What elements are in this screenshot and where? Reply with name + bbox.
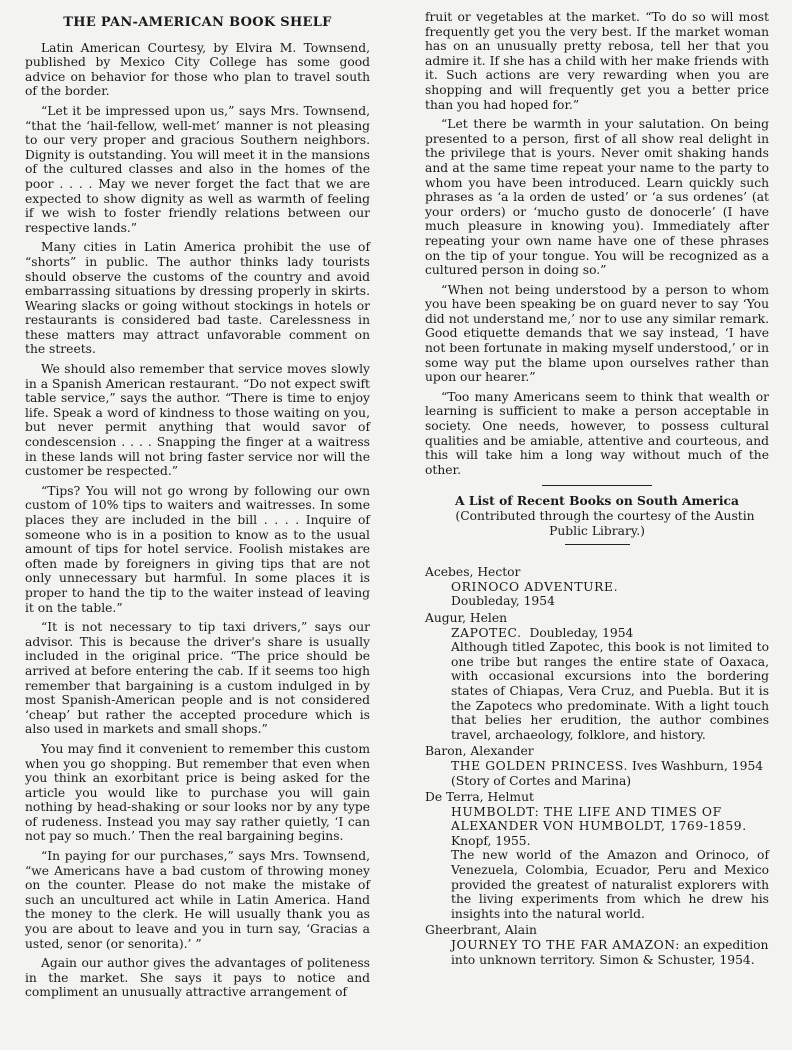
book-title: ORINOCO ADVENTURE. (451, 579, 619, 594)
paragraph: Latin American Courtesy, by Elvira M. Townsend, published by Mexico City College has some good advice on behavior for those who plan to travel south of the border. (25, 40, 370, 99)
book-title: ZAPOTEC. (451, 625, 522, 640)
list-divider (565, 544, 630, 545)
section-divider (542, 485, 652, 486)
paragraph: “Let there be warmth in your salutation. On being presented to a person, first of all show real delight in the privilege that is yours. Never omit shaking hands and at the same time repeat your name to the party to whom you have been introduced. Learn quickly such phrases as ‘a la orden de usted’ or ‘a sus ordenes’ (at your orders) or ‘mucho gusto de donocerle’ (I have much pleasure in knowing you). Immediately after repeating your own name have one of these phrases on the tip of your tongue. You will be recognized as a cultured person in doing so.” (425, 117, 769, 278)
book-entry (425, 611, 769, 742)
book-description: Although titled Zapotec, this book is not limited to one tribe but ranges the entire state of Oaxaca, with occasional excursions into the bordering states of Chiapas, Vera Cruz, and Puebla. But it is the Zapotecs who predominate. With a light touch that belies her erudition, the author combines travel, archaeology, folklore, and history. (451, 640, 769, 742)
book-publisher: Knopf, 1955. (451, 833, 531, 848)
paragraph: Again our author gives the advantages of politeness in the market. She says it pays to notice and compliment an unusually attractive arrangement of (25, 956, 370, 1000)
book-author: Gheerbrant, Alain (425, 923, 537, 938)
book-entry (425, 565, 769, 609)
book-title: JOURNEY TO THE FAR AMAZON: (451, 938, 680, 953)
paragraph: “In paying for our purchases,” says Mrs. Townsend, “we Americans have a bad custom of throwing money on the counter. Please do not make the mistake of such an uncultured act while in Latin America. Hand the money to the clerk. He will usually thank you as you are about to leave and you in turn say, ‘Gracias a usted, senor (or senorita).’ ” (25, 849, 370, 951)
book-title: HUMBOLDT: THE LIFE AND TIMES OF ALEXANDER VON HUMBOLDT, 1769-1859. (451, 804, 747, 834)
paragraph: “When not being understood by a person to whom you have been speaking be on guard never to say ‘You did not understand me,’ nor to use any similar remark. Good etiquette demands that we say instead, ‘I have not been fortunate in making myself understood,’ or in some way put the blame upon ourselves rather than upon our hearer.” (425, 282, 769, 385)
book-list-heading: A List of Recent Books on South America (455, 493, 739, 509)
book-publisher: Doubleday, 1954 (529, 625, 634, 640)
book-author: Baron, Alexander (425, 744, 534, 759)
paragraph: Many cities in Latin America prohibit the use of “shorts” in public. The author thinks lady tourists should observe the customs of the country and avoid embarrassing situations by dressing properly in skirts. Wearing slacks or going without stockings in hotels or restaurants is considered bad taste. Carelessness in these matters may attract unfavorable comment on the streets. (25, 240, 370, 357)
book-entry (425, 790, 769, 921)
book-author: Acebes, Hector (425, 565, 521, 580)
book-description: (Story of Cortes and Marina) (451, 773, 632, 788)
paragraph: “Let it be impressed upon us,” says Mrs. Townsend, “that the ‘hail-fellow, well-met’ manner is not pleasing to our very proper and gracious Southern neighbors. Dignity is outstanding. You will meet it in the mansions of the cultured classes and also in the homes of the poor . . . . May we never forget the fact that we are expected to show dignity as well as warmth of feeling if we wish to foster friendly relations between our respective lands.” (25, 103, 370, 235)
book-publisher: Ives Washburn, 1954 (631, 758, 764, 773)
paragraph: “Too many Americans seem to think that wealth or learning is sufficient to make a person acceptable in society. One needs, however, to possess cultural qualities and be amiable, attentive and courteous, and this will take him a long way without much of the other. (425, 389, 769, 477)
paragraph: You may find it convenient to remember this custom when you go shopping. But remember that even when you think an exorbitant price is being asked for the article you would like to purchase you will gain nothing by head-shaking or sour looks nor by any type of rudeness. Instead you may say rather quietly, ‘I can not pay so much.’ Then the real bargaining begins. (25, 741, 370, 844)
right-column (425, 10, 769, 969)
paragraph: We should also remember that service moves slowly in a Spanish American restaurant. “Do not expect swift table service,” says the author. “There is time to enjoy life. Speak a word of kindness to those waiting on you, but never permit anything that would savor of condescension . . . . Snapping the finger at a waitress in these lands will not bring faster service nor will the customer be respected.” (25, 362, 370, 479)
book-title: THE GOLDEN PRINCESS. (451, 758, 629, 773)
book-description: The new world of the Amazon and Orinoco, of Venezuela, Colombia, Ecuador, Peru and Mexico provided the greatest of naturalist explorers with the living experiments from which he drew his insights into the natural world. (451, 848, 769, 921)
page-title: THE PAN-AMERICAN BOOK SHELF (63, 15, 332, 30)
left-column (25, 10, 370, 1005)
book-list-subheading: (Contributed through the courtesy of the Austin Public Library.) (455, 509, 755, 538)
book-publisher: Doubleday, 1954 (451, 594, 555, 609)
book-entry (425, 923, 769, 967)
book-entry (425, 744, 769, 788)
paragraph: “It is not necessary to tip taxi drivers,” says our advisor. This is because the driver's share is usually included in the original price. “The price should be arrived at before entering the cab. If it seems too high remember that bargaining is a custom indulged in by most Spanish-American people and is not considered ‘cheap’ but rather the accepted procedure which is also used in markets and small shops.” (25, 620, 370, 737)
book-publisher: an expedition into unknown territory. Simon & Schuster, 1954. (451, 938, 769, 967)
paragraph: “Tips? You will not go wrong by following our own custom of 10% tips to waiters and waitresses. In some places they are included in the bill . . . . Inquire of someone who is in a position to know as to the usual amount of tips for hotel service. Foolish mistakes are often made by foreigners in giving tips that are not only unnecessary but harmful. In some places it is proper to hand the tip to the waiter instead of leaving it on the table.” (25, 483, 370, 615)
paragraph: fruit or vegetables at the market. “To do so will most frequently get you the very best. If the market woman has on an unusually pretty rebosa, tell her that you admire it. If she has a child with her make friends with it. Such actions are very rewarding when you are shopping and will frequently get you a better price than you had hoped for.” (425, 10, 769, 112)
book-author: De Terra, Helmut (425, 790, 534, 805)
book-author: Augur, Helen (425, 610, 508, 625)
